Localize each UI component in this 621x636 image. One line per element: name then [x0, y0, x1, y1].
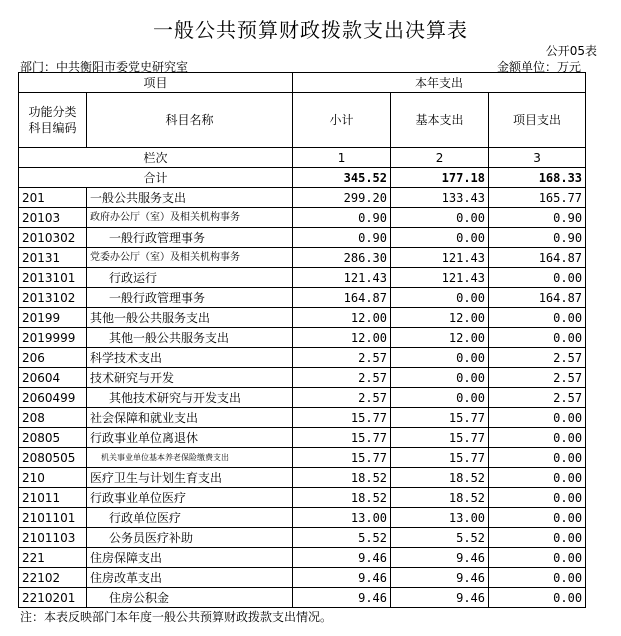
seq-2: 2	[391, 148, 489, 168]
table-row	[19, 248, 586, 268]
table-row	[19, 528, 586, 548]
row-code: 20103	[19, 208, 87, 228]
row-project: 164.87	[489, 288, 586, 308]
seq-label: 栏次	[19, 148, 293, 168]
row-basic: 9.46	[391, 548, 489, 568]
row-name: 社会保障和就业支出	[87, 408, 293, 428]
table-row	[19, 348, 586, 368]
row-code: 2019999	[19, 328, 87, 348]
row-basic: 0.00	[391, 368, 489, 388]
table-row	[19, 588, 586, 608]
footnote: 注：本表反映部门本年度一般公共预算财政拨款支出情况。	[20, 610, 333, 624]
row-code: 20131	[19, 248, 87, 268]
row-name: 住房公积金	[87, 588, 293, 608]
table-row	[19, 208, 586, 228]
table-row	[19, 268, 586, 288]
row-project: 0.00	[489, 528, 586, 548]
row-code: 20604	[19, 368, 87, 388]
table-row	[19, 368, 586, 388]
row-basic: 18.52	[391, 468, 489, 488]
table-row	[19, 568, 586, 588]
row-name: 公务员医疗补助	[87, 528, 293, 548]
row-subtotal: 0.90	[293, 208, 391, 228]
row-name: 其他一般公共服务支出	[87, 308, 293, 328]
row-subtotal: 286.30	[293, 248, 391, 268]
row-project: 0.00	[489, 308, 586, 328]
row-project: 2.57	[489, 368, 586, 388]
row-project: 0.00	[489, 548, 586, 568]
row-project: 0.00	[489, 408, 586, 428]
row-basic: 15.77	[391, 428, 489, 448]
table-row	[19, 508, 586, 528]
row-code: 208	[19, 408, 87, 428]
table-row	[19, 548, 586, 568]
row-subtotal: 12.00	[293, 308, 391, 328]
row-code: 2010302	[19, 228, 87, 248]
row-subtotal: 9.46	[293, 548, 391, 568]
row-project: 165.77	[489, 188, 586, 208]
row-name: 党委办公厅（室）及相关机构事务	[87, 248, 293, 268]
row-subtotal: 15.77	[293, 448, 391, 468]
row-project: 2.57	[489, 348, 586, 368]
row-name: 行政运行	[87, 268, 293, 288]
row-basic: 9.46	[391, 568, 489, 588]
row-project: 0.00	[489, 428, 586, 448]
table-row	[19, 388, 586, 408]
row-basic: 13.00	[391, 508, 489, 528]
row-name: 一般行政管理事务	[87, 228, 293, 248]
row-name: 住房改革支出	[87, 568, 293, 588]
row-subtotal: 15.77	[293, 428, 391, 448]
table-row	[19, 328, 586, 348]
department-label: 部门：中共衡阳市委党史研究室	[20, 60, 189, 74]
unit-label: 金额单位：万元	[496, 60, 581, 74]
row-name: 一般公共服务支出	[87, 188, 293, 208]
row-project: 0.00	[489, 328, 586, 348]
table-row	[19, 228, 586, 248]
row-subtotal: 12.00	[293, 328, 391, 348]
total-label: 合计	[19, 168, 293, 188]
row-code: 20199	[19, 308, 87, 328]
row-code: 22102	[19, 568, 87, 588]
row-subtotal: 121.43	[293, 268, 391, 288]
header-code: 功能分类 科目编码	[19, 93, 87, 148]
row-subtotal: 9.46	[293, 568, 391, 588]
seq-3: 3	[489, 148, 586, 168]
header-project: 项目支出	[489, 93, 586, 148]
row-basic: 0.00	[391, 388, 489, 408]
row-name: 技术研究与开发	[87, 368, 293, 388]
table-row	[19, 288, 586, 308]
row-basic: 121.43	[391, 268, 489, 288]
row-basic: 15.77	[391, 448, 489, 468]
row-name: 行政事业单位离退休	[87, 428, 293, 448]
row-project: 0.00	[489, 488, 586, 508]
row-code: 210	[19, 468, 87, 488]
table-row	[19, 488, 586, 508]
row-project: 0.90	[489, 228, 586, 248]
seq-1: 1	[293, 148, 391, 168]
row-name: 一般行政管理事务	[87, 288, 293, 308]
row-basic: 121.43	[391, 248, 489, 268]
row-code: 2080505	[19, 448, 87, 468]
row-name: 医疗卫生与计划生育支出	[87, 468, 293, 488]
row-code: 2101103	[19, 528, 87, 548]
row-subtotal: 13.00	[293, 508, 391, 528]
row-code: 21011	[19, 488, 87, 508]
row-name: 行政事业单位医疗	[87, 488, 293, 508]
row-name: 其他一般公共服务支出	[87, 328, 293, 348]
row-subtotal: 2.57	[293, 388, 391, 408]
row-name: 其他技术研究与开发支出	[87, 388, 293, 408]
row-project: 164.87	[489, 248, 586, 268]
total-project: 168.33	[489, 168, 586, 188]
row-code: 206	[19, 348, 87, 368]
header-name: 科目名称	[87, 93, 293, 148]
row-code: 2210201	[19, 588, 87, 608]
row-basic: 12.00	[391, 328, 489, 348]
row-name: 科学技术支出	[87, 348, 293, 368]
row-code: 2013101	[19, 268, 87, 288]
row-name: 住房保障支出	[87, 548, 293, 568]
row-code: 2101101	[19, 508, 87, 528]
table-row	[19, 448, 586, 468]
form-number: 公开05表	[545, 44, 597, 58]
header-year-spend: 本年支出	[293, 73, 586, 93]
row-subtotal: 2.57	[293, 368, 391, 388]
row-code: 20805	[19, 428, 87, 448]
row-code: 2060499	[19, 388, 87, 408]
row-code: 221	[19, 548, 87, 568]
table-row	[19, 468, 586, 488]
row-subtotal: 0.90	[293, 228, 391, 248]
row-basic: 133.43	[391, 188, 489, 208]
row-project: 0.90	[489, 208, 586, 228]
row-subtotal: 18.52	[293, 468, 391, 488]
row-project: 0.00	[489, 508, 586, 528]
row-project: 0.00	[489, 588, 586, 608]
table-row	[19, 408, 586, 428]
row-project: 0.00	[489, 268, 586, 288]
table-row	[19, 308, 586, 328]
total-basic: 177.18	[391, 168, 489, 188]
row-basic: 0.00	[391, 348, 489, 368]
page-title: 一般公共预算财政拨款支出决算表	[153, 18, 468, 42]
row-basic: 15.77	[391, 408, 489, 428]
total-subtotal: 345.52	[293, 168, 391, 188]
row-name: 政府办公厅（室）及相关机构事务	[87, 208, 293, 228]
row-basic: 18.52	[391, 488, 489, 508]
row-basic: 0.00	[391, 288, 489, 308]
row-basic: 9.46	[391, 588, 489, 608]
row-project: 0.00	[489, 468, 586, 488]
row-code: 201	[19, 188, 87, 208]
row-subtotal: 9.46	[293, 588, 391, 608]
row-basic: 12.00	[391, 308, 489, 328]
row-code: 2013102	[19, 288, 87, 308]
header-subtotal: 小计	[293, 93, 391, 148]
row-subtotal: 18.52	[293, 488, 391, 508]
table-row	[19, 188, 586, 208]
table-row	[19, 428, 586, 448]
row-subtotal: 299.20	[293, 188, 391, 208]
row-basic: 0.00	[391, 228, 489, 248]
row-subtotal: 2.57	[293, 348, 391, 368]
row-basic: 5.52	[391, 528, 489, 548]
expenditure-table	[18, 72, 586, 608]
row-name: 行政单位医疗	[87, 508, 293, 528]
header-item: 项目	[19, 73, 293, 93]
row-project: 0.00	[489, 448, 586, 468]
row-basic: 0.00	[391, 208, 489, 228]
header-basic: 基本支出	[391, 93, 489, 148]
row-subtotal: 164.87	[293, 288, 391, 308]
row-subtotal: 15.77	[293, 408, 391, 428]
row-project: 0.00	[489, 568, 586, 588]
row-name: 机关事业单位基本养老保险缴费支出	[87, 448, 293, 468]
row-subtotal: 5.52	[293, 528, 391, 548]
row-project: 2.57	[489, 388, 586, 408]
